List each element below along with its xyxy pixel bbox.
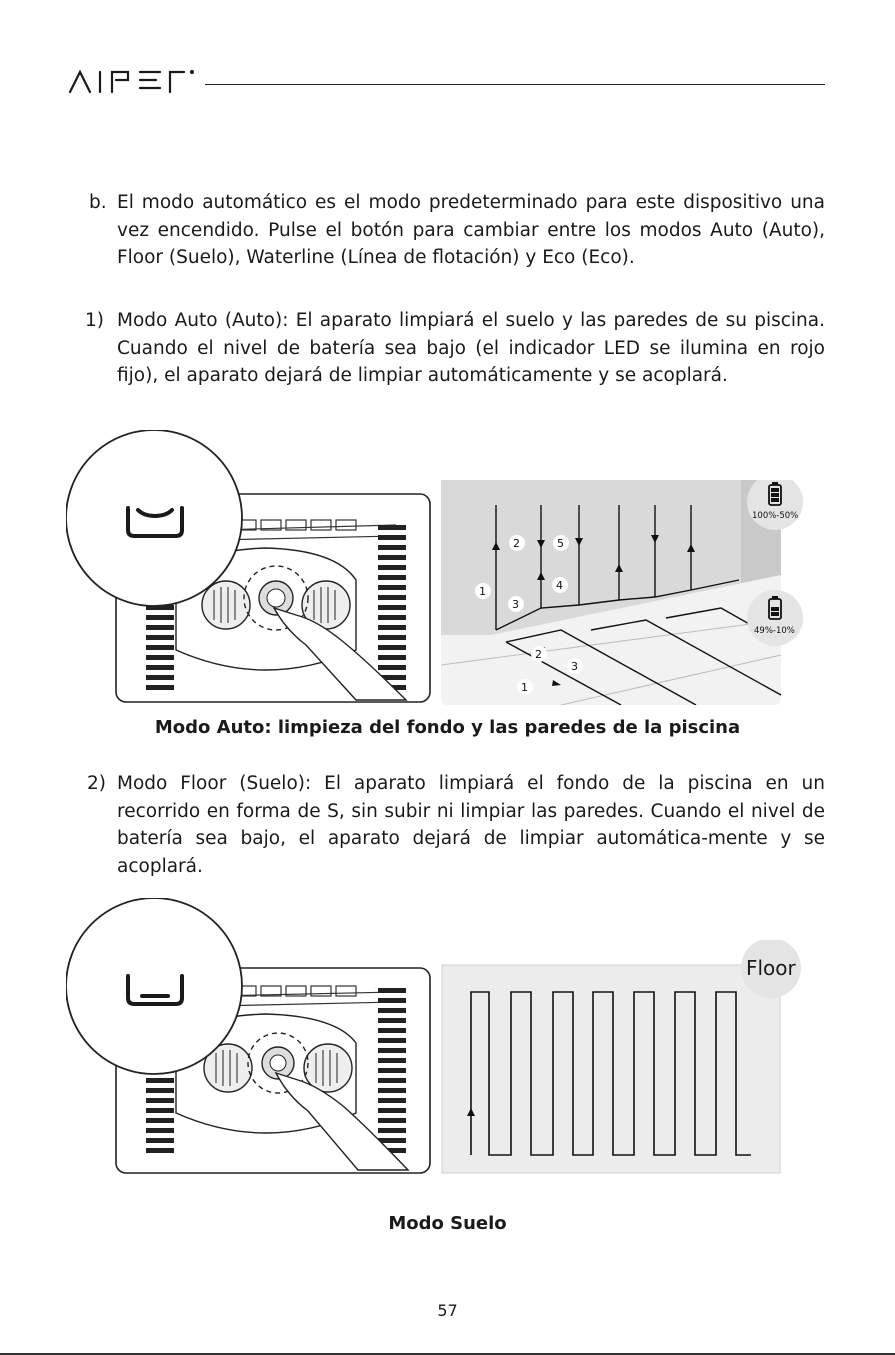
list-marker: b. (89, 192, 107, 213)
paragraph-default-mode (89, 189, 825, 272)
robot-button-illustration-floor (66, 898, 432, 1175)
battery-low-indicator (747, 590, 803, 646)
paragraph-auto-mode (85, 307, 825, 390)
floor-path-number-3: 3 (571, 660, 578, 673)
floor-path-number-2: 2 (535, 648, 542, 661)
paragraph-text: Modo Auto (Auto): El aparato limpiará el suelo y las paredes de su piscina. Cuando el nivel de batería sea bajo (el indicador LED se ilumina en rojo fijo), el aparato dejará de limpiar automáticamente y se acoplará. (117, 310, 825, 386)
wall-path-number-2: 2 (513, 537, 520, 550)
figure-caption-floor: Modo Suelo (388, 1213, 507, 1234)
wall-path-number-5: 5 (557, 537, 564, 550)
battery-low-label: 49%-10% (754, 626, 795, 636)
wall-path-number-4: 4 (556, 579, 563, 592)
paragraph-text: Modo Floor (Suelo): El aparato limpiará el fondo de la piscina en un recorrido en forma de S, sin subir ni limpiar las paredes. Cuando el nivel de batería sea bajo, el aparato dejará de limpiar automática-mente y se acoplará. (117, 773, 825, 877)
floor-mode-badge-label: Floor (746, 956, 796, 980)
auto-mode-path-diagram (441, 480, 803, 705)
figure-caption-auto: Modo Auto: limpieza del fondo y las paredes de la piscina (154, 717, 741, 738)
floor-path-number-1: 1 (521, 681, 528, 694)
robot-button-illustration-auto (66, 430, 432, 705)
page-number: 57 (437, 1301, 458, 1320)
header-rule (205, 84, 825, 85)
list-marker: 2) (87, 773, 106, 794)
wall-path-number-3: 3 (512, 598, 519, 611)
list-marker: 1) (85, 310, 104, 331)
floor-mode-path-diagram (441, 940, 803, 1175)
paragraph-floor-mode (87, 770, 825, 880)
aiper-logo (68, 60, 198, 100)
paragraph-text: El modo automático es el modo predeterminado para este dispositivo una vez encendido. Pulse el botón para cambiar entre los modos Auto (Auto), Floor (Suelo), Waterline (Línea de flotación) y Eco (Eco). (117, 192, 825, 268)
battery-high-label: 100%-50% (752, 511, 799, 521)
wall-path-number-1: 1 (479, 585, 486, 598)
